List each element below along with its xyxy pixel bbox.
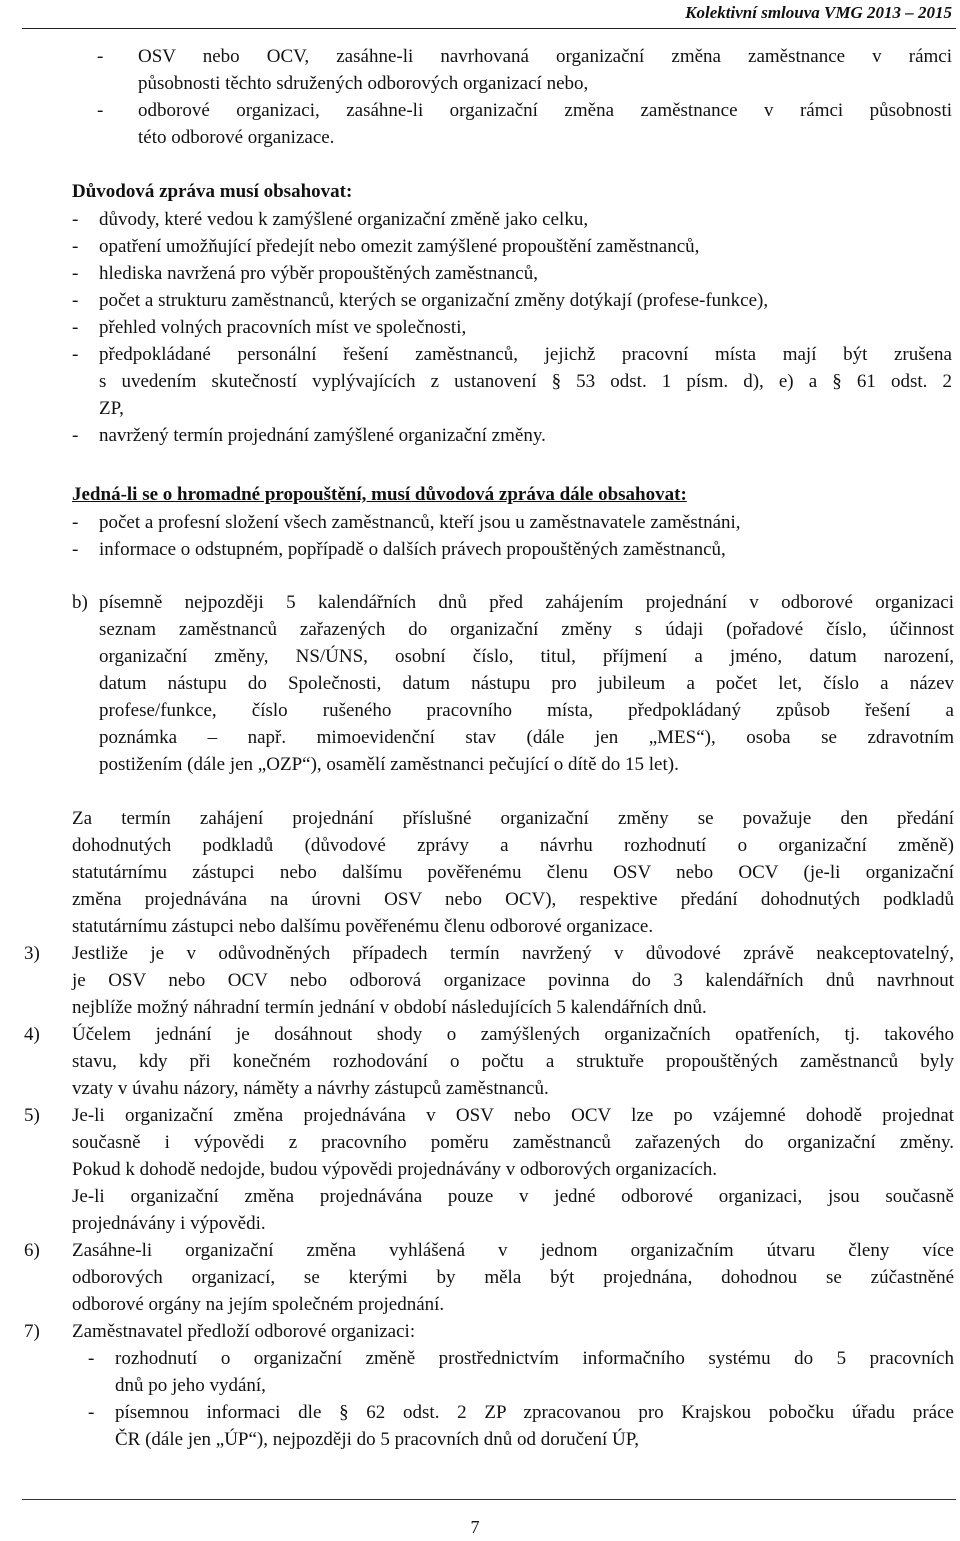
document-header: Kolektivní smlouva VMG 2013 – 2015 [685,3,952,22]
item-marker: b) [72,592,88,613]
start-paragraph-line: statutárnímu zástupci nebo dalšímu pověřenému členu OSV nebo OCV (je-li organizační [72,862,954,883]
item-b-line: postižením (dále jen „OZP“), osamělí zaměstnanci pečující o dítě do 15 let). [99,754,679,775]
reason-item-line: předpokládané personální řešení zaměstnanců, jejichž pracovní místa mají být zrušena [99,344,952,365]
list-dash: - [72,290,79,311]
numbered-paragraph-line: Zasáhne-li organizační změna vyhlášená v jednom organizačním útvaru členy více [72,1240,954,1261]
mass-layoff-item-line: počet a profesní složení všech zaměstnanců, kteří jsou u zaměstnavatele zaměstnáni, [99,512,741,533]
list-dash: - [97,100,104,121]
list-dash: - [72,344,79,365]
reason-item-line: počet a strukturu zaměstnanců, kterých se organizační změny dotýkají (profese-funkce), [99,290,769,311]
top-list-item-line: této odborové organizace. [138,127,335,148]
numbered-paragraph-line: Jestliže je v odůvodněných případech termín navržený v důvodové zprávě neakceptovatelný, [72,943,954,964]
mass-layoff-item-line: informace o odstupném, popřípadě o dalších právech propouštěných zaměstnanců, [99,539,726,560]
list-dash: - [72,317,79,338]
item7-list-item-line: písemnou informaci dle § 62 odst. 2 ZP zpracovanou pro Krajskou pobočku úřadu práce [115,1402,954,1423]
item-b-line: profese/funkce, číslo rušeného pracovního místa, předpokládaný způsob řešení a [99,700,954,721]
list-dash: - [72,539,79,560]
numbered-paragraph-line: Účelem jednání je dosáhnout shody o zamýšlených organizačních opatřeních, tj. takového [72,1024,954,1045]
top-list-item-line: odborové organizaci, zasáhne-li organizační změna zaměstnance v rámci působnosti [138,100,952,121]
list-dash: - [97,46,104,67]
list-dash: - [88,1402,95,1423]
list-dash: - [72,263,79,284]
numbered-paragraph-line: Je-li organizační změna projednávána v OSV nebo OCV lze po vzájemné dohodě projednat [72,1105,954,1126]
start-paragraph-line: změna projednávána na úrovni OSV nebo OCV), respektive předání dohodnutých podkladů [72,889,954,910]
section-heading: Jedná-li se o hromadné propouštění, musí důvodová zpráva dále obsahovat: [72,484,687,505]
start-paragraph-line: dohodnutých podkladů (důvodové zprávy a návrhu rozhodnutí o organizační změně) [72,835,954,856]
item-number: 4) [24,1024,40,1045]
item-b-line: poznámka – např. mimoevidenční stav (dále jen „MES“), osoba se zdravotním [99,727,954,748]
numbered-paragraph-line: projednávány i výpovědi. [72,1213,266,1234]
header-divider [22,28,956,29]
item-number: 7) [24,1321,40,1342]
item7-list-item-line: rozhodnutí o organizační změně prostřednictvím informačního systému do 5 pracovních [115,1348,954,1369]
numbered-paragraph-line: nejblíže možný náhradní termín jednání v období následujících 5 kalendářních dnů. [72,997,707,1018]
reason-item-line: přehled volných pracovních míst ve společnosti, [99,317,467,338]
top-list-item-line: působnosti těchto sdružených odborových organizací nebo, [138,73,589,94]
reason-item-line: s uvedením skutečností vyplývajících z ustanovení § 53 odst. 1 písm. d), e) a § 61 odst. 2 [99,371,952,392]
page-number: 7 [470,1517,480,1537]
reason-item-line: důvody, které vedou k zamýšlené organizační změně jako celku, [99,209,589,230]
numbered-paragraph-line: odborových organizací, se kterými by měla být projednána, dohodnou se zúčastněné [72,1267,954,1288]
start-paragraph-line: Za termín zahájení projednání příslušné organizační změny se považuje den předání [72,808,954,829]
numbered-paragraph-line: odborové orgány na jejím společném projednání. [72,1294,445,1315]
item-number: 3) [24,943,40,964]
list-dash: - [72,209,79,230]
reason-item-line: opatření umožňující předejít nebo omezit zamýšlené propouštění zaměstnanců, [99,236,700,257]
item-b-line: organizační změny, NS/ÚNS, osobní číslo, titul, příjmení a jméno, datum narození, [99,646,954,667]
footer-divider [22,1499,956,1500]
reason-item-line: navržený termín projednání zamýšlené organizační změny. [99,425,546,446]
section-heading: Důvodová zpráva musí obsahovat: [72,181,353,202]
list-dash: - [72,236,79,257]
numbered-paragraph-line: současně i výpovědi z pracovního poměru zaměstnanců zařazených do organizační změny. [72,1132,954,1153]
list-dash: - [72,425,79,446]
numbered-paragraph-line: Zaměstnavatel předloží odborové organizaci: [72,1321,416,1342]
numbered-paragraph-line: vzaty v úvahu názory, náměty a návrhy zástupců zaměstnanců. [72,1078,549,1099]
numbered-paragraph-line: Je-li organizační změna projednávána pouze v jedné odborové organizaci, jsou současně [72,1186,954,1207]
item-b-line: seznam zaměstnanců zařazených do organizační změny s údaji (pořadové číslo, účinnost [99,619,954,640]
start-paragraph-line: statutárnímu zástupci nebo dalšímu pověřenému členu odborové organizace. [72,916,654,937]
numbered-paragraph-line: stavu, kdy při konečném rozhodování o počtu a struktuře propouštěných zaměstnanců byly [72,1051,954,1072]
list-dash: - [88,1348,95,1369]
numbered-paragraph-line: je OSV nebo OCV nebo odborová organizace povinna do 3 kalendářních dnů navrhnout [72,970,954,991]
item7-list-item-line: dnů po jeho vydání, [115,1375,266,1396]
numbered-paragraph-line: Pokud k dohodě nedojde, budou výpovědi projednávány v odborových organizacích. [72,1159,717,1180]
item7-list-item-line: ČR (dále jen „ÚP“), nejpozději do 5 pracovních dnů od doručení ÚP, [115,1429,639,1450]
item-number: 6) [24,1240,40,1261]
reason-item-line: ZP, [99,398,124,419]
item-b-line: písemně nejpozději 5 kalendářních dnů před zahájením projednání v odborové organizaci [99,592,954,613]
item-number: 5) [24,1105,40,1126]
reason-item-line: hlediska navržená pro výběr propouštěných zaměstnanců, [99,263,538,284]
top-list-item-line: OSV nebo OCV, zasáhne-li navrhovaná organizační změna zaměstnance v rámci [138,46,952,67]
list-dash: - [72,512,79,533]
item-b-line: datum nástupu do Společnosti, datum nástupu pro jubileum a počet let, číslo a název [99,673,954,694]
